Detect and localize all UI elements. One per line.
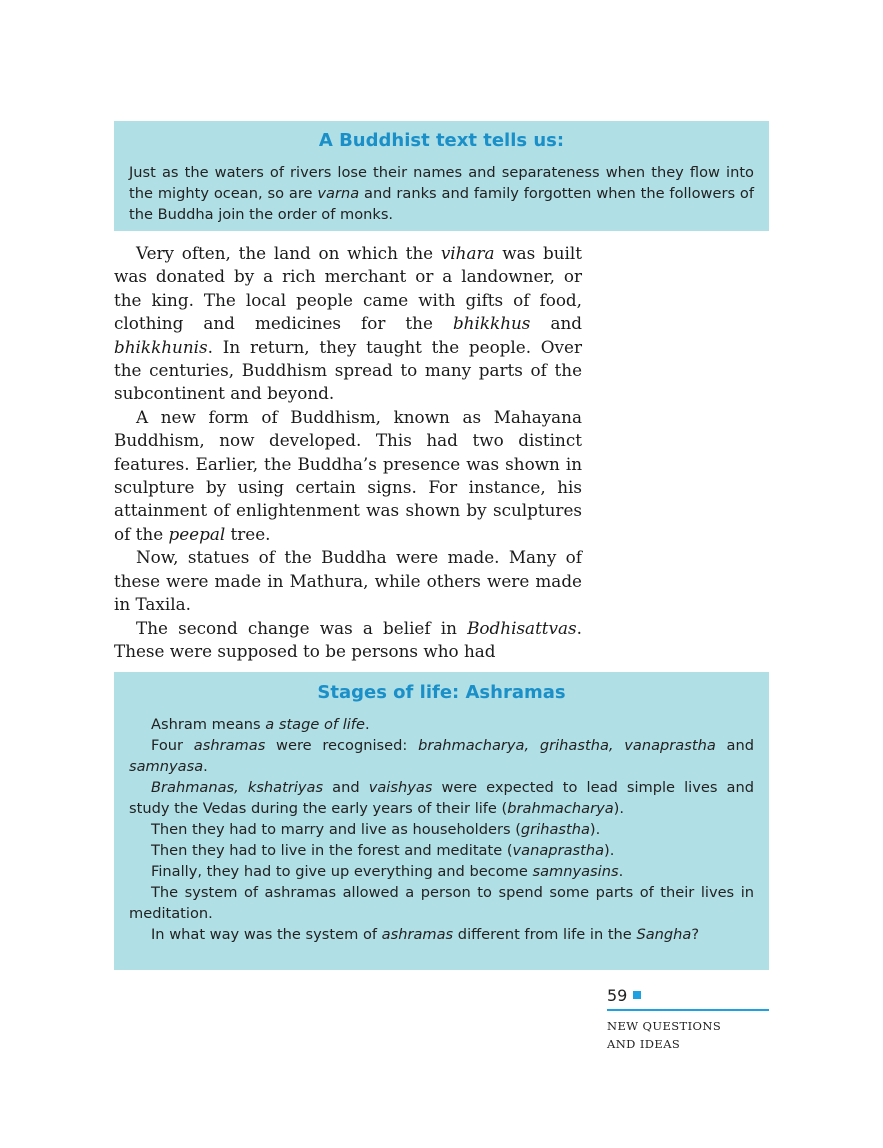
text-run: Finally, they had to give up everything and become [151,863,533,880]
main-text [114,242,582,663]
ashramas-question [129,924,754,945]
italic-term: brahmacharya [507,800,614,817]
italic-term: samnyasins [532,863,619,880]
text-run: . [203,758,208,775]
text-run: ). [604,842,615,859]
ashramas-paragraph [129,714,754,735]
text-run: . [364,716,370,733]
text-run: were recognised: [265,737,419,754]
chapter-title-line: NEW QUESTIONS [607,1019,722,1033]
text-run: different from life in the [453,926,637,943]
italic-term: vanaprastha [512,842,605,859]
italic-term: bhikkhus [452,313,531,334]
text-run: Just as the waters of rivers lose their names and separateness when they flow into the mighty ocean, so are [129,164,754,202]
main-paragraph [114,406,582,546]
italic-term: vihara [440,243,495,263]
italic-term: samnyasa [129,758,204,775]
chapter-title [607,1017,769,1053]
italic-term: bhikkhunis [114,336,208,357]
buddhist-text-box [114,121,769,231]
main-paragraph [114,617,582,664]
buddhist-text-quote-paragraph [129,162,754,225]
ashramas-paragraph [129,840,754,861]
text-run: The second change was a belief in [136,617,468,638]
text-run: A new form of Buddhism, known as Mahayana Buddhism, now developed. This had two distinct features. Earlier, the Buddha’s presence was shown in sculpture by using certain signs. For instance, his attainment of enlightenment was shown by sculptures of the [114,406,582,544]
buddhist-text-box-title: A Buddhist text tells us: [318,130,565,151]
ashramas-box-body [114,714,769,945]
main-paragraph [114,242,582,406]
italic-term: vaishyas [368,779,433,796]
text-run: tree. [225,523,271,544]
italic-term: Brahmanas, kshatriyas [151,779,324,796]
italic-term: a stage of life [265,716,365,733]
ashramas-paragraph [129,861,754,882]
main-paragraph [114,546,582,616]
italic-term: ashramas [193,737,266,754]
text-run: and ranks and family forgotten when the followers of the Buddha join the order of monks. [129,185,754,223]
text-run: Ashram means [151,716,266,733]
footer-divider [607,1009,769,1011]
italic-term: grihastha [520,821,590,838]
text-run: and [323,779,369,796]
buddhist-text-quote [114,162,769,225]
text-run: Then they had to marry and live as householders ( [151,821,521,838]
page-footer [607,985,769,1053]
italic-term: Sangha [636,926,692,943]
chapter-title-line: AND IDEAS [607,1037,681,1051]
ashramas-paragraph [129,735,754,777]
ashramas-paragraph [129,777,754,819]
text-run: was built was donated by a rich merchant or a landowner, or the king. The local people came with gifts of food, clothing and medicines for the [114,243,582,334]
text-run: ? [691,926,700,943]
text-run: The system of ashramas allowed a person to spend some parts of their lives in meditation. [129,884,754,922]
text-run: and [530,313,583,334]
text-run: and [715,737,754,754]
text-run: Very often, the land on which the [136,243,441,263]
page-number-row [607,985,769,1005]
text-run: . In return, they taught the people. Over the centuries, Buddhism spread to many parts of the subcontinent and beyond. [114,336,582,404]
ashramas-paragraph [129,819,754,840]
italic-term: Bodhisattvas [467,617,577,638]
italic-term: varna [317,185,360,202]
text-run: . These were supposed to be persons who had [114,617,582,661]
italic-term: peepal [168,523,226,544]
ashramas-paragraph [129,882,754,924]
italic-term: ashramas [381,926,454,943]
square-marker-icon [633,991,641,999]
text-run: ). [589,821,601,838]
text-run: were expected to lead simple lives and study the Vedas during the early years of their life ( [129,779,754,817]
text-run: . [618,863,624,880]
text-run: ). [613,800,625,817]
text-run: In what way was the system of [151,926,382,943]
italic-term: brahmacharya, grihastha, vanaprastha [418,737,716,754]
text-run: Then they had to live in the forest and meditate ( [151,842,513,859]
text-run: Now, statues of the Buddha were made. Many of these were made in Mathura, while others were made in Taxila. [114,547,582,615]
ashramas-box-title: Stages of life: Ashramas [317,682,566,703]
page-number: 59 [607,985,628,1005]
text-run: Four [151,737,194,754]
ashramas-box [114,672,769,970]
